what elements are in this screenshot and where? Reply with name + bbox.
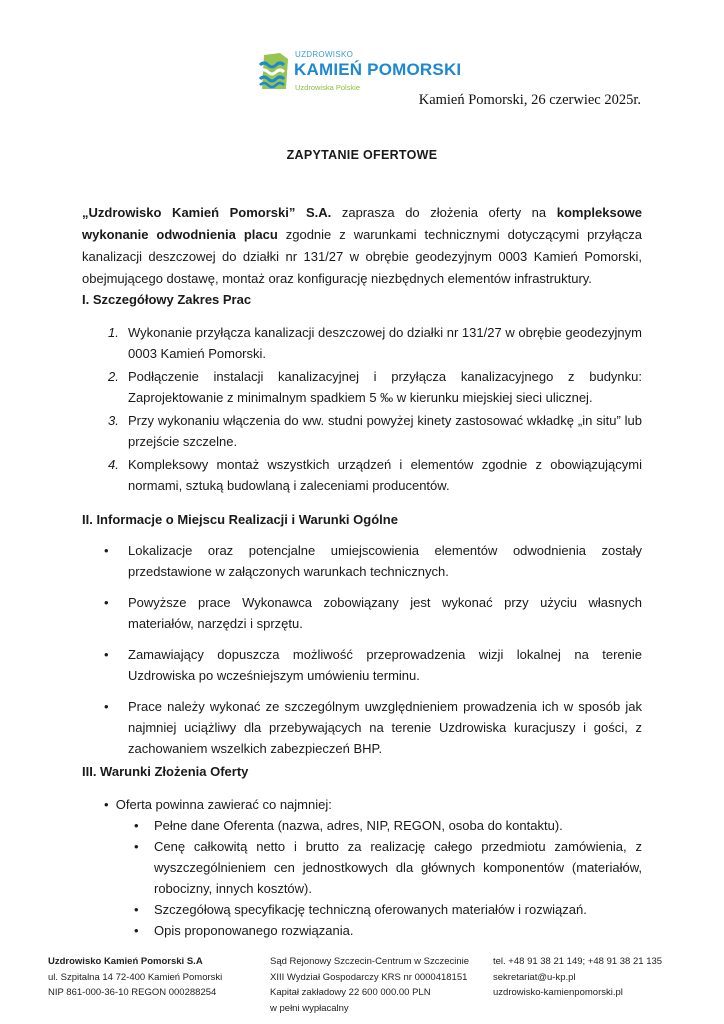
list-item	[132, 836, 642, 899]
footer-registry	[270, 954, 485, 1016]
bullet-icon: •	[104, 543, 109, 558]
item-text: Podłączenie instalacji kanalizacyjnej i przyłącza kanalizacyjnego z budynku: Zaprojektowanie z minimalnym spadkiem 5 ‰ w kierunku miejskiej sieci ulicznej.	[128, 369, 642, 405]
item-text: Szczegółową specyfikację techniczną oferowanych materiałów i rozwiązań.	[154, 902, 587, 917]
section2-heading: II. Informacje o Miejscu Realizacji i Warunki Ogólne	[82, 512, 398, 527]
section1-heading: I. Szczegółowy Zakres Prac	[82, 292, 252, 307]
list-item	[82, 454, 642, 496]
list-item	[82, 592, 642, 634]
item-number: 1.	[108, 325, 119, 340]
section3-list	[132, 815, 642, 941]
logo-waves-icon	[258, 53, 290, 91]
section3-heading: III. Warunki Złożenia Oferty	[82, 764, 249, 779]
document-date: Kamień Pomorski, 26 czerwiec 2025r.	[418, 92, 641, 108]
item-text: Wykonanie przyłącza kanalizacji deszczowej do działki nr 131/27 w obrębie geodezyjnym 0003 Kamień Pomorski.	[128, 325, 642, 361]
item-text: Pełne dane Oferenta (nazwa, adres, NIP, REGON, osoba do kontaktu).	[154, 818, 563, 833]
intro-text-1: zaprasza do złożenia oferty na	[331, 205, 557, 220]
bullet-icon: •	[104, 699, 109, 714]
list-item	[82, 540, 642, 582]
footer-website[interactable]: uzdrowisko-kamienpomorski.pl	[493, 987, 623, 998]
intro-subject: kompleksowe wykonanie odwodnienia placu	[82, 205, 642, 242]
item-text: Powyższe prace Wykonawca zobowiązany jest wykonać przy użyciu własnych materiałów, narzędzi i sprzętu.	[128, 595, 642, 631]
list-item	[132, 899, 642, 920]
logo-line3: Uzdrowiska Polskie	[295, 83, 361, 92]
item-text: Zamawiający dopuszcza możliwość przeprowadzenia wizji lokalnej na terenie Uzdrowiska po wcześniejszym umówieniu terminu.	[128, 647, 642, 683]
item-text: Opis proponowanego rozwiązania.	[154, 923, 354, 938]
bullet-icon: •	[134, 923, 139, 938]
document-title: ZAPYTANIE OFERTOWE	[286, 148, 438, 162]
item-number: 4.	[108, 457, 119, 472]
bullet-icon: •	[134, 902, 139, 917]
list-item	[82, 366, 642, 408]
list-item	[82, 644, 642, 686]
list-item	[82, 696, 642, 759]
footer-company-name: Uzdrowisko Kamień Pomorski S.A	[48, 956, 203, 967]
footer-email[interactable]: sekretariat@u-kp.pl	[493, 971, 576, 983]
footer-company	[48, 954, 248, 1001]
logo-line1: UZDROWISKO	[295, 50, 354, 59]
item-number: 2.	[108, 369, 119, 384]
footer-paid: w pełni wypłacalny	[270, 1002, 349, 1014]
bullet-icon: •	[134, 818, 139, 833]
intro-company: „Uzdrowisko Kamień Pomorski” S.A.	[82, 205, 332, 220]
footer-krs: XIII Wydział Gospodarczy KRS nr 0000418151	[270, 971, 468, 983]
item-text: Cenę całkowitą netto i brutto za realizację całego przedmiotu zamówienia, z wyszczególnieniem cen jednostkowych dla głównych komponentów (materiałów, robocizny, innych kosztów).	[154, 839, 642, 896]
bullet-icon: •	[104, 797, 109, 812]
footer-court: Sąd Rejonowy Szczecin-Centrum w Szczecinie	[270, 956, 470, 967]
item-text: Przy wykonaniu włączenia do ww. studni powyżej kinety zastosować wkładkę „in situ” lub przejście szczelne.	[128, 413, 642, 449]
bullet-icon: •	[104, 595, 109, 610]
section2-list	[82, 540, 642, 759]
item-text: Kompleksowy montaż wszystkich urządzeń i elementów zgodnie z obowiązującymi normami, sztuką budowlaną i zaleceniami producentów.	[128, 457, 642, 493]
section1-list	[82, 322, 642, 498]
bullet-icon: •	[104, 647, 109, 662]
list-item	[132, 815, 642, 836]
list-item	[82, 322, 642, 364]
section3-lead	[104, 794, 332, 815]
intro-paragraph	[82, 202, 642, 290]
intro-text-2: zgodnie z warunkami technicznymi dotyczącymi przyłącza kanalizacji deszczowej do działki nr 131/27 w obrębie geodezyjnym 0003 Kamień Pomorski, obejmującego dostawę, montaż oraz konfigurację niezbędnych elementów infrastruktury.	[82, 227, 642, 286]
footer-contact	[493, 954, 693, 1001]
item-text: Lokalizacje oraz potencjalne umiejscowienia elementów odwodnienia zostały przedstawione w załączonych warunkach technicznych.	[128, 543, 642, 579]
lead-text: Oferta powinna zawierać co najmniej:	[115, 797, 332, 812]
list-item	[82, 410, 642, 452]
footer-capital: Kapitał zakładowy 22 600 000.00 PLN	[270, 987, 431, 998]
item-text: Prace należy wykonać ze szczególnym uwzględnieniem prowadzenia ich w sposób jak najmniej uciążliwy dla przebywających na terenie Uzdrowiska kuracjuszy i gości, z zachowaniem wszelkich zabezpieczeń BHP.	[128, 699, 642, 756]
logo-line2: KAMIEŃ POMORSKI	[294, 60, 462, 79]
item-number: 3.	[108, 413, 119, 428]
footer-nip: NIP 861-000-36-10 REGON 000288254	[48, 987, 217, 998]
footer-address: ul. Szpitalna 14 72-400 Kamień Pomorski	[48, 971, 223, 983]
bullet-icon: •	[134, 839, 139, 854]
footer-phone: tel. +48 91 38 21 149; +48 91 38 21 135	[493, 956, 663, 967]
list-item	[132, 920, 642, 941]
